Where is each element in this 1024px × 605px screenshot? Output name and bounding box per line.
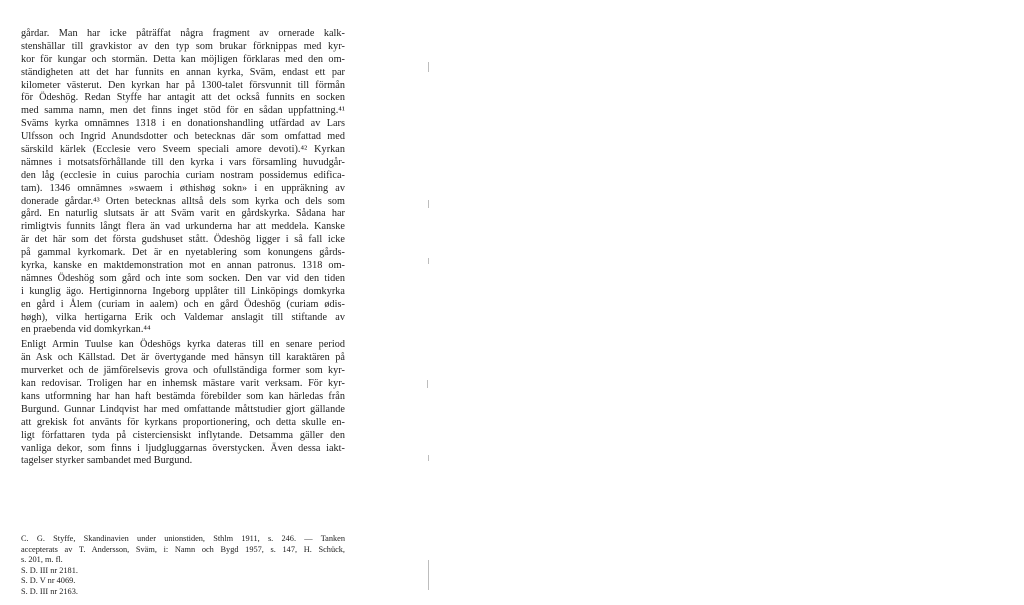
- body-line: kyrka, kanske en maktdemonstration mot en annan patronus. 1318 om-: [21, 260, 345, 272]
- body-line: för Ödeshög. Redan Styffe har antagit att det också funnits en socken: [21, 92, 345, 104]
- body-line: tagelser styrker sambandet med Burgund.: [21, 455, 193, 467]
- body-line: ständigheten att det har funnits en annan kyrka, Sväm, endast ett par: [21, 66, 345, 78]
- body-line: gårdar. Man har icke påträffat några fragment av ornerade kalk-: [21, 28, 345, 39]
- body-line: med samma namn, men det finns inget stöd för en sådan uppfattning.⁴¹: [21, 105, 345, 117]
- body-line: kans utformning har han haft bestämda förebilder som kan härledas från: [21, 390, 345, 402]
- body-line: nämnes i motsatsförhållande till den kyrka i vars församling huvudgår-: [21, 156, 345, 168]
- scan-edge-mark: [428, 258, 429, 264]
- body-line: stenshällar till gravkistor av den typ som brukar förknippas med kyr-: [21, 40, 345, 52]
- body-line: kan redovisar. Troligen har en inhemsk mästare varit verksam. För kyr-: [21, 378, 345, 390]
- footnote-line: C. G. Styffe, Skandinavien under unionstiden, Sthlm 1911, s. 246. — Tanken: [21, 534, 345, 543]
- body-line: kor för kungar och stormän. Detta kan möjligen förklaras med den om-: [21, 53, 345, 65]
- body-line: den låg (ecclesie in cuius parochia curiam nostram possidemus edifica-: [21, 169, 345, 181]
- body-line: Burgund. Gunnar Lindqvist har med omfattande måttstudier gjort gällande: [21, 403, 345, 415]
- body-line: donerade gårdar.⁴³ Orten betecknas alltså dels som kyrka och dels som: [21, 195, 345, 207]
- body-line: Sväms kyrka omnämnes 1318 i en donationshandling utfärdad av Lars: [21, 118, 345, 130]
- body-line: kilometer västerut. Den kyrkan har på 1300-talet försvunnit till förmån: [21, 79, 345, 91]
- body-line: høgh), vilka hertigarna Erik och Valdemar anslagit till stiftande av: [21, 311, 345, 323]
- footnote-line: S. D. III nr 2163.: [21, 586, 78, 596]
- body-line: på gammal kyrkomark. Det är en nyetablering som konungens gårds-: [21, 247, 345, 259]
- footnotes: [21, 534, 345, 597]
- body-line: rimligtvis funnits långt flera än vad urkunderna har att meddela. Kanske: [21, 221, 345, 233]
- body-line: murverket och de jämförelsevis grova och ofullständiga former som kyr-: [21, 365, 345, 377]
- body-line: i kunglig ägo. Hertiginnorna Ingeborg upplåter till Linköpings domkyrka: [21, 285, 345, 297]
- scan-edge-mark: [428, 200, 429, 208]
- body-line: än Ask och Källstad. Det är övertygande med hänsyn till karaktären på: [21, 352, 345, 364]
- footnote-line: s. 201, m. fl.: [21, 555, 63, 564]
- body-line: Ulfsson och Ingrid Anundsdotter och betecknas där som omfattad med: [21, 131, 345, 143]
- body-line: en praebenda vid domkyrkan.⁴⁴: [21, 324, 151, 336]
- footnote-line: S. D. III nr 2181.: [21, 565, 78, 575]
- body-line: en gård i Ålem (curiam in aalem) och en gård Ödeshög (curiam ødis-: [21, 298, 345, 310]
- body-line: tam). 1346 omnämnes »swaem i øthishøg sokn» i en uppräkning av: [21, 182, 345, 194]
- body-line: nämnes Ödeshög som gård och inte som socken. Den var vid den tiden: [21, 272, 345, 284]
- scan-edge-mark: [428, 62, 429, 72]
- body-line: särskild kärlek (Ecclesie vero Sveem speciali amore devoti).⁴² Kyrkan: [21, 144, 345, 156]
- scan-edge-mark: [427, 380, 428, 388]
- footnote-line: S. D. V nr 4069.: [21, 576, 76, 585]
- body-line: är det här som det första gudshuset stått. Ödeshög ligger i så fall icke: [21, 234, 345, 246]
- body-line: ligt författaren tyda på cisterciensiskt inflytande. Detsamma gäller den: [21, 429, 345, 441]
- footnote-line: accepterats av T. Andersson, Sväm, i: Namn och Bygd 1957, s. 147, H. Schück,: [21, 544, 345, 554]
- scan-edge-mark: [428, 560, 429, 590]
- scan-edge-mark: [428, 455, 429, 461]
- body-line: att grekisk fot använts för kyrkans proportionering, och detta skulle en-: [21, 416, 345, 428]
- body-line: gård. En naturlig slutsats är att Sväm varit en gårdskyrka. Sådana har: [21, 208, 345, 220]
- body-line: Enligt Armin Tuulse kan Ödeshögs kyrka dateras till en senare period: [21, 339, 345, 351]
- body-line: vanliga dekor, som finns i ljudgluggarnas överstycken. Även dessa iakt-: [21, 442, 345, 454]
- body-text: [21, 28, 345, 468]
